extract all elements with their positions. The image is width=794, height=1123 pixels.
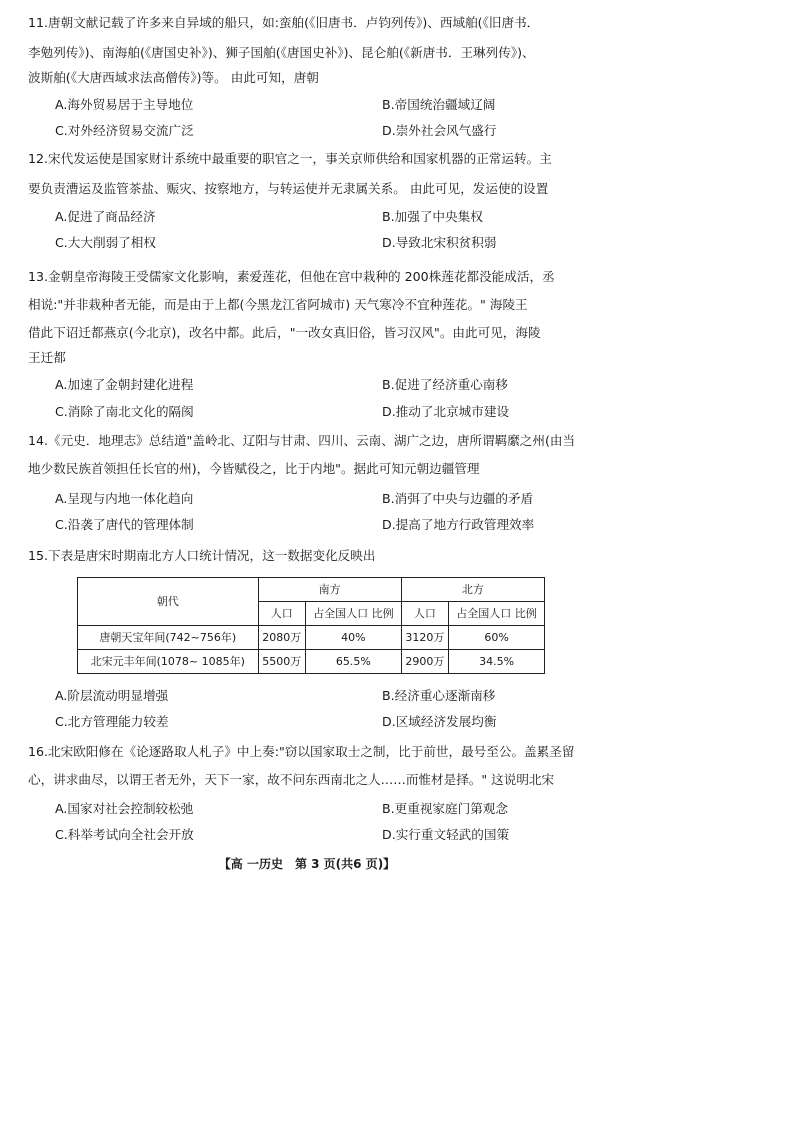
table-cell-era: 唐朝天宝年间(742~756年)	[78, 626, 259, 650]
option-c[interactable]: C.消除了南北文化的隔阂	[55, 404, 194, 419]
option-d[interactable]: D.区域经济发展均衡	[382, 714, 497, 729]
question-text-line: 15.下表是唐宋时期南北方人口统计情况，这一数据变化反映出	[28, 548, 376, 563]
table-header-dynasty: 朝代	[78, 578, 259, 626]
question-text-line: 借此下诏迁都燕京(今北京)，改名中都。此后，"一改女真旧俗，皆习汉风"。由此可见，海陵	[28, 325, 541, 340]
option-a[interactable]: A.促进了商品经济	[55, 209, 156, 224]
table-cell-south-ratio: 65.5%	[305, 650, 401, 674]
table-cell-south-pop: 2080万	[258, 626, 305, 650]
option-c[interactable]: C.对外经济贸易交流广泛	[55, 123, 194, 138]
option-b[interactable]: B.帝国统治疆域辽阔	[382, 97, 496, 112]
question-text-line: 11.唐朝文献记载了许多来自异域的船只，如:蛮舶(《旧唐书．卢钧列传》)、西域舶(《旧唐书．	[28, 15, 540, 30]
option-d[interactable]: D.提高了地方行政管理效率	[382, 517, 535, 532]
question-text-line: 13.金朝皇帝海陵王受儒家文化影响，素爱莲花，但他在宫中栽种的 200株莲花都没能成活，丞	[28, 269, 555, 284]
table-header-north-pop: 人口	[401, 602, 448, 626]
table-header-south-pop: 人口	[258, 602, 305, 626]
question-text-line: 地少数民族首领担任长官的州)，今皆赋役之，比于内地"。据此可知元朝边疆管理	[28, 461, 480, 476]
page-footer: 【高 一历史 第 3 页(共6 页)】	[218, 857, 396, 871]
option-c[interactable]: C.沿袭了唐代的管理体制	[55, 517, 194, 532]
table-cell-north-pop: 3120万	[401, 626, 448, 650]
option-a[interactable]: A.加速了金朝封建化进程	[55, 377, 194, 392]
option-a[interactable]: A.海外贸易居于主导地位	[55, 97, 194, 112]
option-b[interactable]: B.消弭了中央与边疆的矛盾	[382, 491, 534, 506]
table-cell-north-pop: 2900万	[401, 650, 448, 674]
question-text-line: 14.《元史．地理志》总结道"盖岭北、辽阳与甘肃、四川、云南、湖广之边，唐所谓羁縻之州(由当	[28, 433, 576, 448]
table-cell-north-ratio: 34.5%	[449, 650, 545, 674]
question-text-line: 相说:"并非栽种者无能，而是由于上都(今黑龙江省阿城市) 天气寒冷不宜种莲花。" 海陵王	[28, 297, 528, 312]
option-c[interactable]: C.大大削弱了相权	[55, 235, 156, 250]
option-c[interactable]: C.北方管理能力较差	[55, 714, 169, 729]
population-table	[77, 577, 545, 674]
option-a[interactable]: A.呈现与内地一体化趋向	[55, 491, 194, 506]
option-a[interactable]: A.国家对社会控制较松弛	[55, 801, 194, 816]
table-row	[78, 650, 545, 674]
option-b[interactable]: B.更重视家庭门第观念	[382, 801, 508, 816]
question-text-line: 波斯舶(《大唐西域求法高僧传》)等。 由此可知，唐朝	[28, 70, 319, 85]
option-b[interactable]: B.促进了经济重心南移	[382, 377, 508, 392]
option-d[interactable]: D.崇外社会风气盛行	[382, 123, 497, 138]
option-d[interactable]: D.推动了北京城市建设	[382, 404, 510, 419]
question-text-line: 要负责漕运及监管茶盐、赈灾、按察地方，与转运使并无隶属关系。 由此可见，发运使的设置	[28, 181, 549, 196]
table-cell-south-pop: 5500万	[258, 650, 305, 674]
table-header-north: 北方	[401, 578, 544, 602]
table-cell-north-ratio: 60%	[449, 626, 545, 650]
option-d[interactable]: D.实行重文轻武的国策	[382, 827, 510, 842]
table-header-south-ratio: 占全国人口 比例	[305, 602, 401, 626]
question-text-line: 16.北宋欧阳修在《论逐路取人札子》中上奏:"窃以国家取士之制，比于前世，最号至公。盖累圣留	[28, 744, 575, 759]
table-cell-era: 北宋元丰年间(1078~ 1085年)	[78, 650, 259, 674]
option-d[interactable]: D.导致北宋积贫积弱	[382, 235, 497, 250]
question-text-line: 12.宋代发运使是国家财计系统中最重要的职官之一，事关京师供给和国家机器的正常运转。主	[28, 151, 552, 166]
table-cell-south-ratio: 40%	[305, 626, 401, 650]
question-text-line: 李勉列传》)、南海舶(《唐国史补》)、狮子国舶(《唐国史补》)、昆仑舶(《新唐书．王琳列传》)、	[28, 45, 535, 60]
table-header-north-ratio: 占全国人口 比例	[449, 602, 545, 626]
table-header-south: 南方	[258, 578, 401, 602]
option-c[interactable]: C.科举考试向全社会开放	[55, 827, 194, 842]
option-b[interactable]: B.加强了中央集权	[382, 209, 483, 224]
option-b[interactable]: B.经济重心逐渐南移	[382, 688, 496, 703]
option-a[interactable]: A.阶层流动明显增强	[55, 688, 169, 703]
table-row	[78, 626, 545, 650]
question-text-line: 心，讲求曲尽，以谓王者无外，天下一家，故不问东西南北之人……而惟材是择。" 这说明北宋	[28, 772, 555, 787]
question-text-line: 王迁都	[28, 350, 66, 365]
